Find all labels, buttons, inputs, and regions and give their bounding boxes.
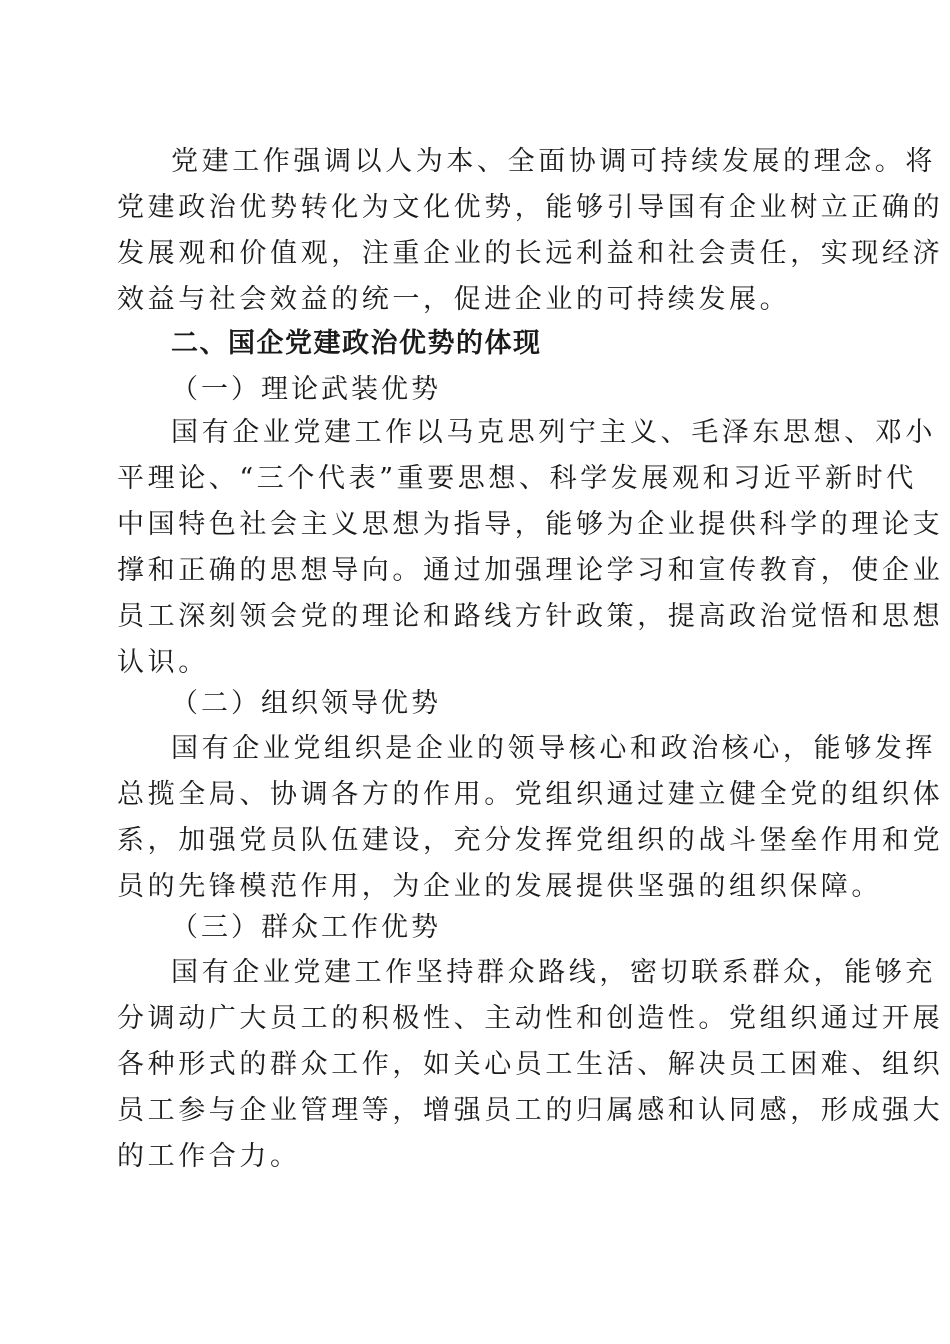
- paragraph-line: 平理论、“三个代表”重要思想、科学发展观和习近平新时代: [117, 463, 917, 494]
- paragraph-line: 发展观和价值观，注重企业的长远利益和社会责任，实现经济: [117, 238, 944, 269]
- paragraph-line: 系，加强党员队伍建设，充分发挥党组织的战斗堡垒作用和党: [117, 825, 944, 856]
- paragraph-line: 员的先锋模范作用，为企业的发展提供坚强的组织保障。: [117, 871, 882, 902]
- paragraph-line: 撑和正确的思想导向。通过加强理论学习和宣传教育，使企业: [117, 555, 944, 586]
- subsection-heading: （二）组织领导优势: [171, 688, 441, 719]
- paragraph-line: 分调动广大员工的积极性、主动性和创造性。党组织通过开展: [117, 1003, 944, 1034]
- subsection-heading: （三）群众工作优势: [171, 912, 441, 943]
- paragraph-line: 国有企业党建工作坚持群众路线，密切联系群众，能够充: [171, 957, 936, 988]
- paragraph-line: 党建政治优势转化为文化优势，能够引导国有企业树立正确的: [117, 192, 944, 223]
- paragraph-line: 认识。: [117, 647, 209, 678]
- paragraph-line: 党建工作强调以人为本、全面协调可持续发展的理念。将: [171, 146, 936, 177]
- paragraph-line: 中国特色社会主义思想为指导，能够为企业提供科学的理论支: [117, 509, 944, 540]
- paragraph-line: 的工作合力。: [117, 1141, 301, 1172]
- paragraph-line: 效益与社会效益的统一，促进企业的可持续发展。: [117, 284, 791, 315]
- paragraph-line: 各种形式的群众工作，如关心员工生活、解决员工困难、组织: [117, 1049, 944, 1080]
- paragraph-line: 员工参与企业管理等，增强员工的归属感和认同感，形成强大: [117, 1095, 944, 1126]
- paragraph-line: 员工深刻领会党的理论和路线方针政策，提高政治觉悟和思想: [117, 601, 944, 632]
- subsection-heading: （一）理论武装优势: [171, 374, 441, 405]
- paragraph-line: 国有企业党建工作以马克思列宁主义、毛泽东思想、邓小: [171, 417, 936, 448]
- paragraph-line: 总揽全局、协调各方的作用。党组织通过建立健全党的组织体: [117, 779, 944, 810]
- section-heading: 二、国企党建政治优势的体现: [171, 328, 542, 359]
- paragraph-line: 国有企业党组织是企业的领导核心和政治核心，能够发挥: [171, 733, 936, 764]
